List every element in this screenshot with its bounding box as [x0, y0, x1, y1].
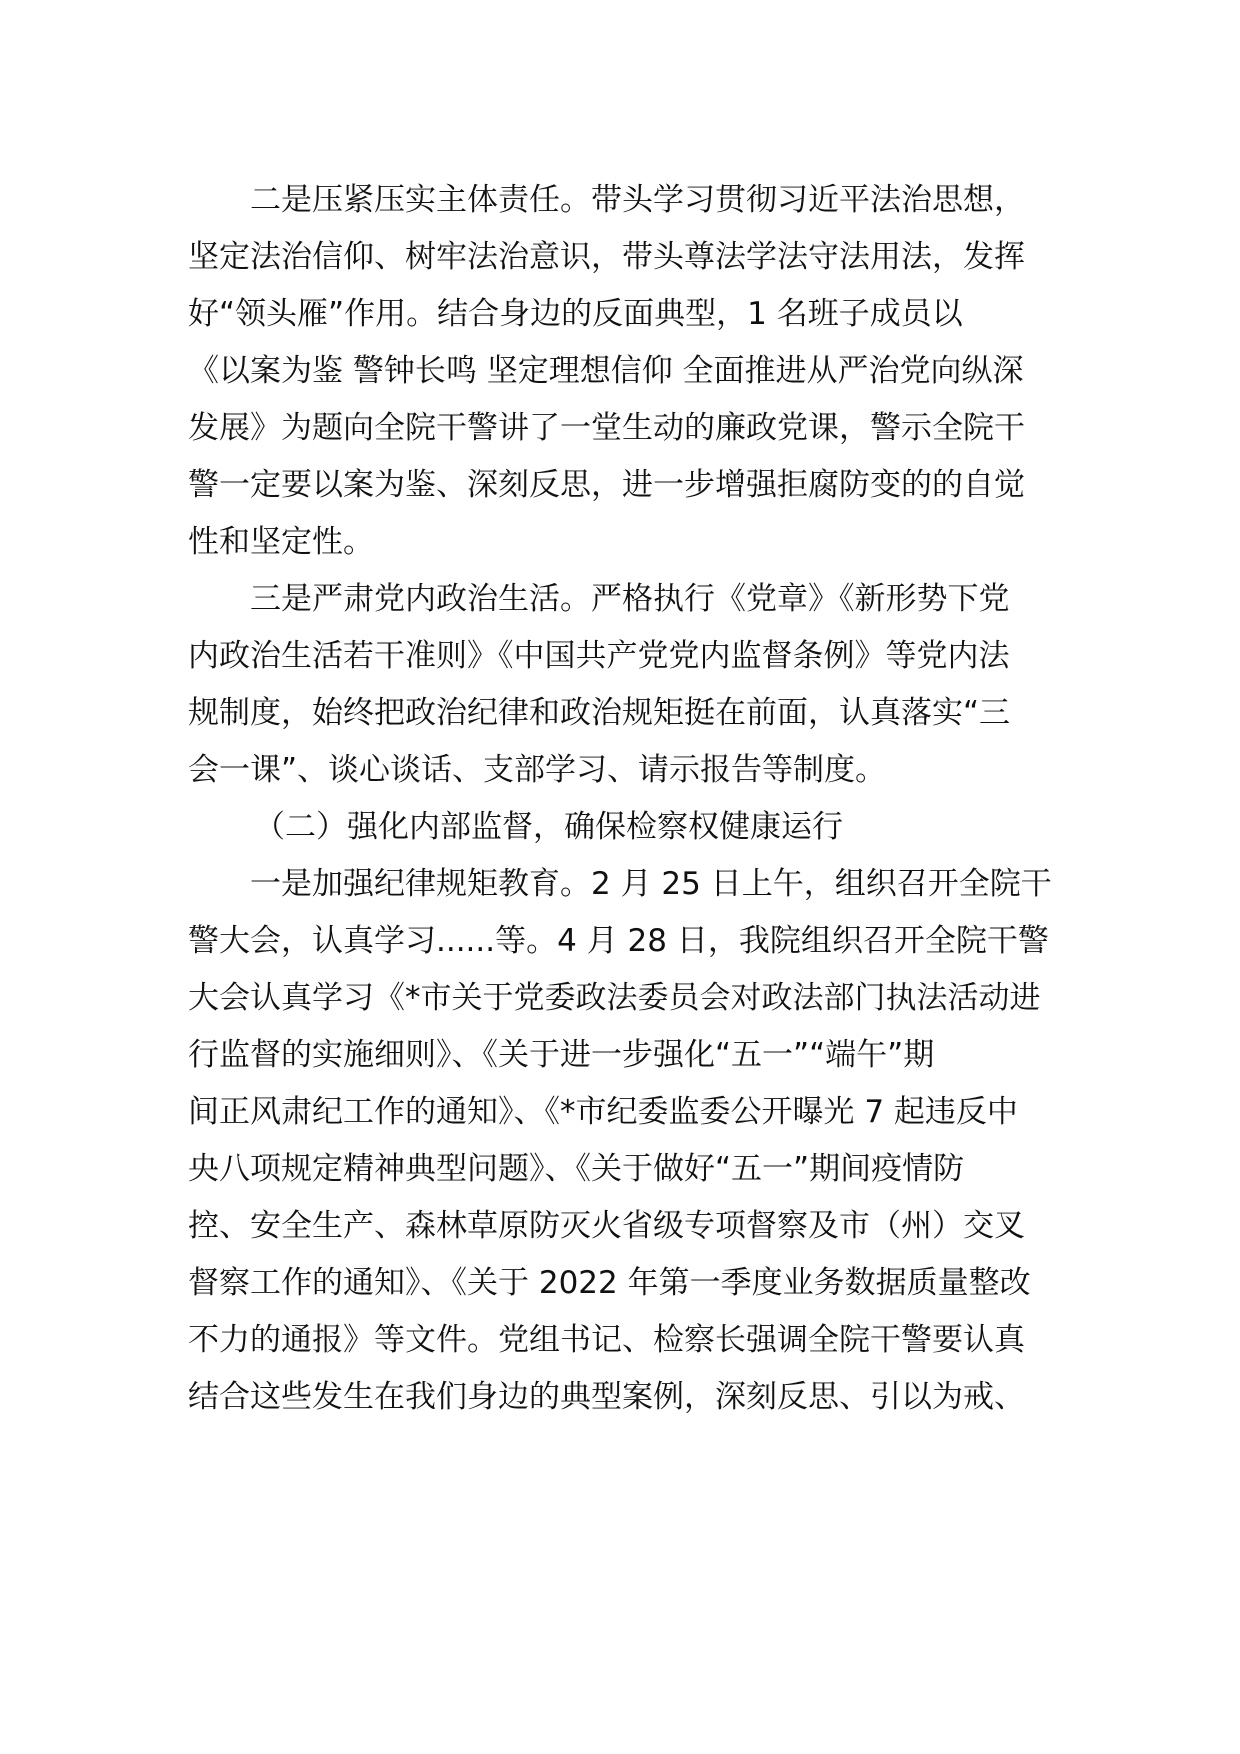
paragraph-line-1: 二是压紧压实主体责任。带头学习贯彻习近平法治思想， [250, 182, 1025, 218]
paragraph-line-19: 督察工作的通知》、《关于 2022 年第一季度业务数据质量整改 [188, 1265, 1031, 1301]
paragraph-line-14: 大会认真学习《*市关于党委政法委员会对政法部门执法活动进 [188, 980, 1041, 1016]
paragraph-line-2: 坚定法治信仰、树牢法治意识，带头尊法学法守法用法，发挥 [188, 239, 1025, 275]
paragraph-line-4: 《以案为鉴 警钟长鸣 坚定理想信仰 全面推进从严治党向纵深 [188, 353, 1024, 389]
paragraph-line-11: 会一课”、谈心谈话、支部学习、请示报告等制度。 [188, 752, 887, 788]
paragraph-line-6: 警一定要以案为鉴、深刻反思，进一步增强拒腐防变的的自觉 [188, 467, 1025, 503]
paragraph-line-15: 行监督的实施细则》、《关于进一步强化“五一”“端午”期 [188, 1037, 935, 1073]
paragraph-line-5: 发展》为题向全院干警讲了一堂生动的廉政党课，警示全院干 [188, 410, 1025, 446]
paragraph-line-17: 央八项规定精神典型问题》、《关于做好“五一”期间疫情防 [188, 1151, 965, 1187]
paragraph-line-21: 结合这些发生在我们身边的典型案例，深刻反思、引以为戒、 [188, 1379, 1025, 1415]
paragraph-line-7: 性和坚定性。 [188, 524, 374, 560]
paragraph-line-20: 不力的通报》等文件。党组书记、检察长强调全院干警要认真 [188, 1322, 1025, 1358]
section-heading: （二）强化内部监督，确保检察权健康运行 [254, 809, 843, 845]
paragraph-line-10: 规制度，始终把政治纪律和政治规矩挺在前面，认真落实“三 [188, 695, 1011, 731]
paragraph-line-13: 警大会，认真学习......等。4 月 28 日，我院组织召开全院干警 [188, 923, 1049, 959]
paragraph-line-9: 内政治生活若干准则》《中国共产党党内监督条例》等党内法 [188, 638, 1010, 674]
paragraph-line-18: 控、安全生产、森林草原防灭火省级专项督察及市（州）交叉 [188, 1208, 1025, 1244]
paragraph-line-8: 三是严肃党内政治生活。严格执行《党章》《新形势下党 [250, 581, 1010, 617]
paragraph-line-16: 间正风肃纪工作的通知》、《*市纪委监委公开曝光 7 起违反中 [188, 1094, 1018, 1130]
paragraph-line-3: 好“领头雁”作用。结合身边的反面典型，1 名班子成员以 [188, 296, 963, 332]
paragraph-line-12: 一是加强纪律规矩教育。2 月 25 日上午，组织召开全院干 [250, 866, 1052, 902]
